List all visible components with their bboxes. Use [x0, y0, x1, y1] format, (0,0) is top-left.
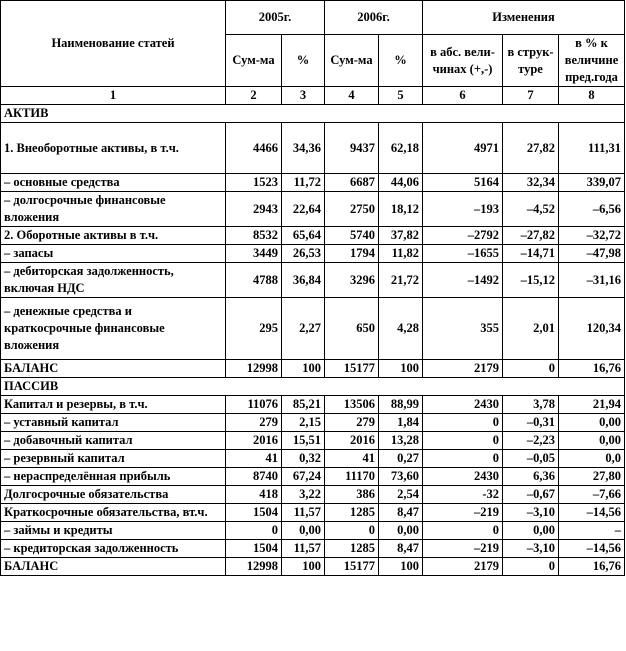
table-row: – кредиторская задолженность 1504 11,57 1285 8,47 –219 –3,10 –14,56	[1, 540, 625, 558]
table-row: Долгосрочные обязательства 418 3,22 386 2,54 -32 –0,67 –7,66	[1, 486, 625, 504]
header-changes: Изменения	[423, 1, 625, 35]
header-num: 8	[559, 87, 625, 105]
header-year-2006: 2006г.	[325, 1, 423, 35]
header-num: 3	[282, 87, 325, 105]
table-row: БАЛАНС 12998 100 15177 100 2179 0 16,76	[1, 360, 625, 378]
header-num: 7	[503, 87, 559, 105]
table-row: – резервный капитал 41 0,32 41 0,27 0 –0,05 0,0	[1, 450, 625, 468]
table-row: – денежные средства и краткосрочные финансовые вложения 295 2,27 650 4,28 355 2,01 120,34	[1, 298, 625, 360]
table-row: – займы и кредиты 0 0,00 0 0,00 0 0,00 –	[1, 522, 625, 540]
header-pct-2005: %	[282, 35, 325, 87]
table-row: – дебиторская задолженность, включая НДС 4788 36,84 3296 21,72 –1492 –15,12 –31,16	[1, 263, 625, 298]
header-year-2005: 2005г.	[226, 1, 325, 35]
header-num: 1	[1, 87, 226, 105]
table-row: 1. Внеоборотные активы, в т.ч. 4466 34,36 9437 62,18 4971 27,82 111,31	[1, 123, 625, 174]
header-name: Наименование статей	[1, 1, 226, 87]
header-pct-prev: в % к величине пред.года	[559, 35, 625, 87]
header-num: 2	[226, 87, 282, 105]
header-num: 4	[325, 87, 379, 105]
header-struct: в струк-туре	[503, 35, 559, 87]
section-passive: ПАССИВ	[1, 378, 625, 396]
table-row: – основные средства 1523 11,72 6687 44,06 5164 32,34 339,07	[1, 174, 625, 192]
table-row: – долгосрочные финансовые вложения 2943 22,64 2750 18,12 –193 –4,52 –6,56	[1, 192, 625, 227]
header-num: 5	[379, 87, 423, 105]
table-row: – добавочный капитал 2016 15,51 2016 13,28 0 –2,23 0,00	[1, 432, 625, 450]
table-row: – нераспределённая прибыль 8740 67,24 11170 73,60 2430 6,36 27,80	[1, 468, 625, 486]
header-abs: в абс. вели-чинах (+,-)	[423, 35, 503, 87]
table-row: Капитал и резервы, в т.ч. 11076 85,21 13506 88,99 2430 3,78 21,94	[1, 396, 625, 414]
header-numbers-row	[1, 87, 625, 105]
header-pct-2006: %	[379, 35, 423, 87]
table-row: – уставный капитал 279 2,15 279 1,84 0 –0,31 0,00	[1, 414, 625, 432]
header-sum-2005: Сум-ма	[226, 35, 282, 87]
header-sum-2006: Сум-ма	[325, 35, 379, 87]
table-row: – запасы 3449 26,53 1794 11,82 –1655 –14,71 –47,98	[1, 245, 625, 263]
table-row: 2. Оборотные активы в т.ч. 8532 65,64 5740 37,82 –2792 –27,82 –32,72	[1, 227, 625, 245]
table-row: Краткосрочные обязательства, вт.ч. 1504 11,57 1285 8,47 –219 –3,10 –14,56	[1, 504, 625, 522]
table-row: БАЛАНС 12998 100 15177 100 2179 0 16,76	[1, 558, 625, 576]
section-active: АКТИВ	[1, 105, 625, 123]
header-num: 6	[423, 87, 503, 105]
